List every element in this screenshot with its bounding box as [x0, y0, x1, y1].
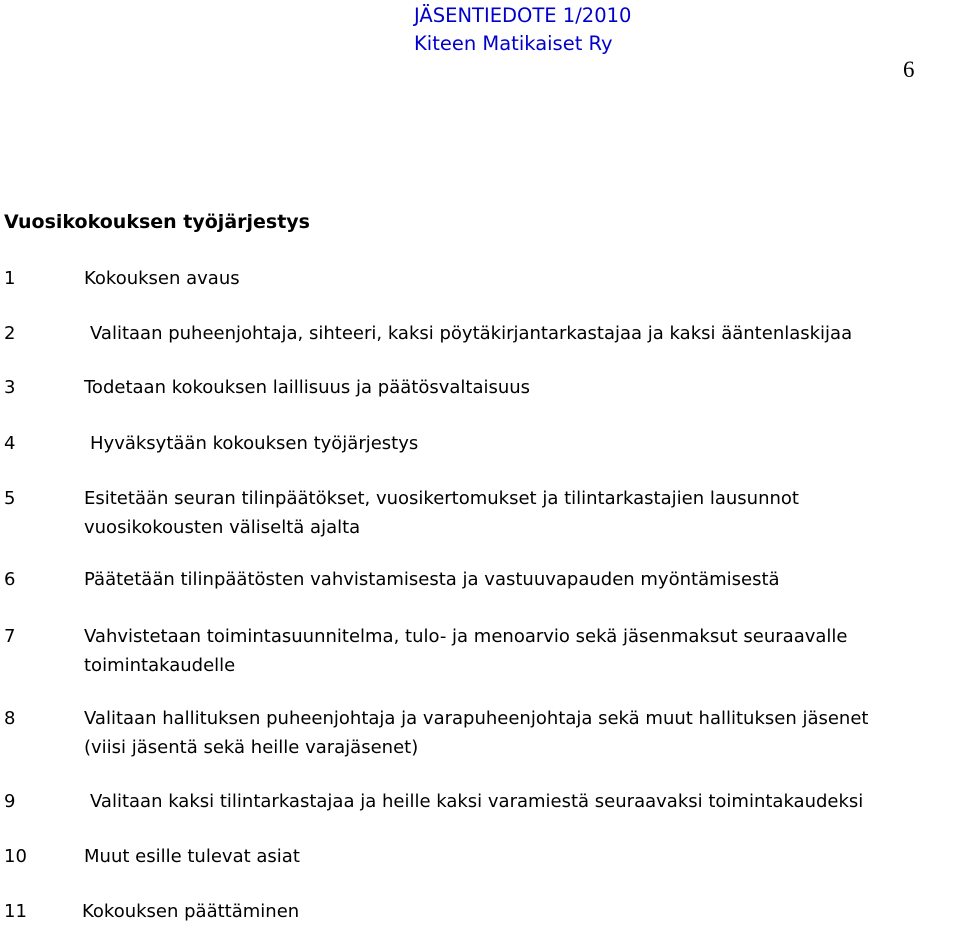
- agenda-item-text-line: toimintakaudelle: [84, 655, 236, 676]
- agenda-item-number: 11: [4, 901, 27, 922]
- agenda-item-text-line: vuosikokousten väliseltä ajalta: [84, 517, 361, 538]
- agenda-item-text: Kokouksen avaus: [84, 268, 240, 289]
- agenda-item-text-line: (viisi jäsentä sekä heille varajäsenet): [84, 737, 419, 758]
- agenda-item-number: 9: [4, 791, 16, 812]
- agenda-item-number: 3: [4, 377, 16, 398]
- agenda-item-text: Hyväksytään kokouksen työjärjestys: [90, 433, 419, 454]
- agenda-item-text-line: Valitaan hallituksen puheenjohtaja ja varapuheenjohtaja sekä muut hallituksen jäsenet: [84, 708, 869, 729]
- agenda-item-number: 1: [4, 268, 16, 289]
- agenda-item-number: 5: [4, 488, 16, 509]
- association-name: Kiteen Matikaiset Ry: [414, 32, 613, 55]
- agenda-item-text: Valitaan kaksi tilintarkastajaa ja heille kaksi varamiestä seuraavaksi toimintakaudeksi: [90, 791, 864, 812]
- agenda-item-number: 6: [4, 569, 16, 590]
- agenda-item-text: Muut esille tulevat asiat: [84, 846, 300, 867]
- agenda-item-number: 2: [4, 323, 16, 344]
- agenda-item-number: 4: [4, 433, 16, 454]
- agenda-item-text: Kokouksen päättäminen: [82, 901, 300, 922]
- agenda-item-text: Valitaan puheenjohtaja, sihteeri, kaksi pöytäkirjantarkastajaa ja kaksi ääntenlaskijaa: [90, 323, 853, 344]
- agenda-item-text: Päätetään tilinpäätösten vahvistamisesta ja vastuuvapauden myöntämisestä: [84, 569, 780, 590]
- agenda-item-text-line: Vahvistetaan toimintasuunnitelma, tulo- ja menoarvio sekä jäsenmaksut seuraavalle: [84, 626, 848, 647]
- agenda-item-text-line: Esitetään seuran tilinpäätökset, vuosikertomukset ja tilintarkastajien lausunnot: [84, 488, 799, 509]
- agenda-item-number: 10: [4, 846, 27, 867]
- newsletter-header: [414, 2, 631, 58]
- page-number: 6: [903, 57, 915, 82]
- newsletter-issue: JÄSENTIEDOTE 1/2010: [414, 4, 632, 27]
- agenda-item-number: 8: [4, 708, 16, 729]
- agenda-item-number: 7: [4, 626, 16, 647]
- agenda-title: Vuosikokouksen työjärjestys: [4, 211, 310, 233]
- agenda-item-text: Todetaan kokouksen laillisuus ja päätösvaltaisuus: [84, 377, 531, 398]
